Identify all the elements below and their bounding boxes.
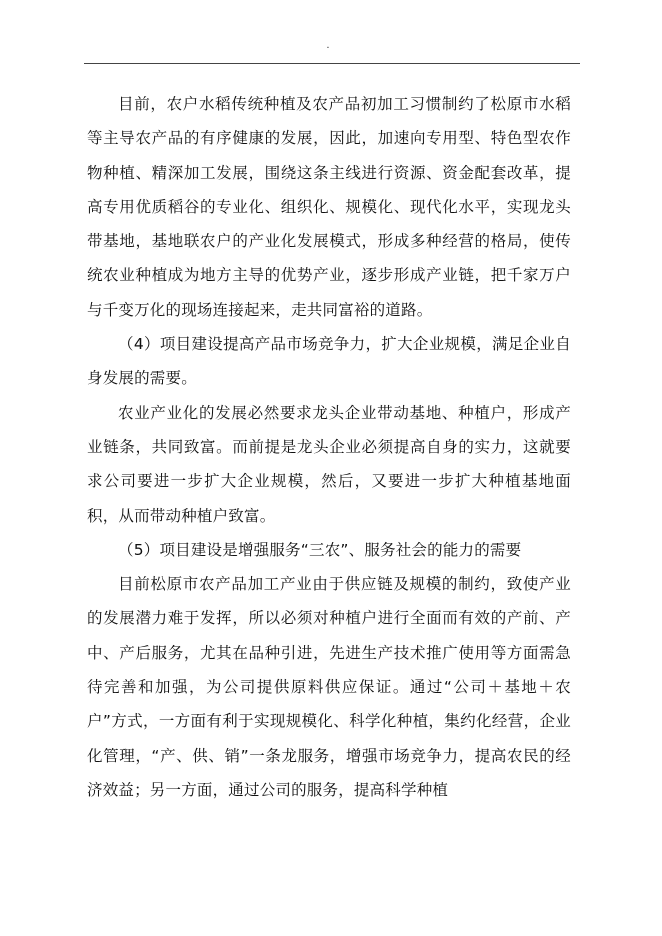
section-heading-5: （5）项目建设是增强服务“三农”、服务社会的能力的需要 [118,540,522,559]
header-mark: . [326,40,330,51]
document-body [87,87,571,807]
section-heading-4: （4）项目建设提高产品市场竞争力，扩大企业规模，满足企业自身发展的需要。 [87,335,571,388]
paragraph-current-situation: 目前，农户水稻传统种植及农产品初加工习惯制约了松原市水稻等主导农产品的有序健康的发展，因此，加速向专用型、特色型农作物种植、精深加工发展，围绕这条主线进行资源、资金配套改革，提高专用优质稻谷的专业化、组织化、规模化、现代化水平，实现龙头带基地，基地联农户的产业化发展模式，形成多种经营的格局，使传统农业种植成为地方主导的优势产业，逐步形成产业链，把千家万户与千变万化的现场连接起来，走共同富裕的道路。 [87,95,571,319]
paragraph-processing-industry: 目前松原市农产品加工产业由于供应链及规模的制约，致使产业的发展潜力难于发挥，所以必须对种植户进行全面而有效的产前、产中、产后服务，尤其在品种引进，先进生产技术推广使用等方面需急待完善和加强，为公司提供原料供应保证。通过“公司＋基地＋农户”方式，一方面有利于实现规模化、科学化种植，集约化经营，企业化管理，“产、供、销”一条龙服务，增强市场竞争力，提高农民的经济效益；另一方面，通过公司的服务，提高科学种植 [87,575,571,799]
header-rule [84,63,580,64]
paragraph-industrialization: 农业产业化的发展必然要求龙头企业带动基地、种植户，形成产业链条，共同致富。而前提是龙头企业必须提高自身的实力，这就要求公司要进一步扩大企业规模，然后，又要进一步扩大种植基地面积，从而带动种植户致富。 [87,403,571,525]
